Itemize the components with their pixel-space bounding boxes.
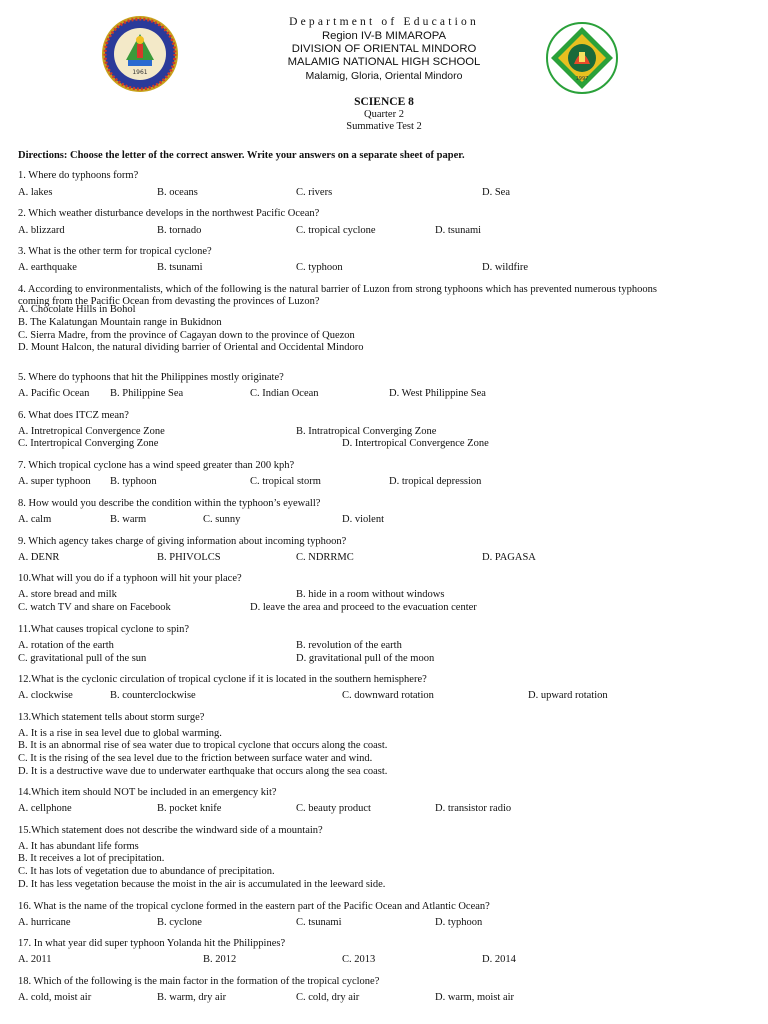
question-8-option-a: A. calm (18, 514, 52, 525)
question-8-option-b: B. warm (110, 514, 147, 525)
question-11-option-a: A. rotation of the earth (18, 640, 114, 651)
question-12-option-b: B. counterclockwise (110, 690, 196, 701)
question-5-option-d: D. West Philippine Sea (389, 388, 486, 399)
school-heading: MALAMIG NATIONAL HIGH SCHOOL (287, 56, 481, 68)
question-7-option-c: C. tropical storm (250, 476, 321, 487)
question-4-option-d: D. Mount Halcon, the natural dividing barrier of Oriental and Occidental Mindoro (18, 342, 364, 353)
question-2-option-d: D. tsunami (435, 225, 482, 236)
question-18-option-c: C. cold, dry air (296, 992, 360, 1003)
question-14-option-c: C. beauty product (296, 803, 371, 814)
question-5-option-c: C. Indian Ocean (250, 388, 319, 399)
question-4-option-b: B. The Kalatungan Mountain range in Bukidnon (18, 317, 222, 328)
question-16: 16. What is the name of the tropical cyclone formed in the eastern part of the Pacific Ocean and Atlantic Ocean? (18, 901, 490, 912)
question-18-option-b: B. warm, dry air (157, 992, 227, 1003)
question-4-cont: coming from the Pacific Ocean from devasting the provinces of Luzon? (18, 296, 320, 307)
question-4: 4. According to environmentalists, which of the following is the natural barrier of Luzon from strong typhoons which has prevented numerous typhoons (18, 284, 657, 295)
question-10-option-b: B. hide in a room without windows (296, 589, 445, 600)
question-3-option-b: B. tsunami (157, 262, 203, 273)
department-heading: Department of Education (289, 16, 479, 28)
question-15-option-c: C. It has lots of vegetation due to abundance of precipitation. (18, 866, 275, 877)
question-2: 2. Which weather disturbance develops in the northwest Pacific Ocean? (18, 208, 320, 219)
svg-text:1961: 1961 (132, 69, 148, 76)
question-9: 9. Which agency takes charge of giving information about incoming typhoon? (18, 536, 347, 547)
question-6: 6. What does ITCZ mean? (18, 410, 129, 421)
question-9-option-a: A. DENR (18, 552, 60, 563)
question-1-option-b: B. oceans (157, 187, 198, 198)
question-11: 11.What causes tropical cyclone to spin? (18, 624, 190, 635)
question-1-option-d: D. Sea (482, 187, 510, 198)
question-5-option-a: A. Pacific Ocean (18, 388, 90, 399)
question-9-option-d: D. PAGASA (482, 552, 536, 563)
question-18: 18. Which of the following is the main factor in the formation of the tropical cyclone? (18, 976, 380, 987)
question-6-option-a: A. Intretropical Convergence Zone (18, 426, 165, 437)
question-5: 5. Where do typhoons that hit the Philippines mostly originate? (18, 372, 284, 383)
question-2-option-a: A. blizzard (18, 225, 65, 236)
test-label: Summative Test 2 (346, 121, 422, 132)
question-1-option-c: C. rivers (296, 187, 333, 198)
question-14-option-a: A. cellphone (18, 803, 72, 814)
question-16-option-d: D. typhoon (435, 917, 483, 928)
quarter-label: Quarter 2 (364, 109, 404, 120)
question-9-option-b: B. PHIVOLCS (157, 552, 221, 563)
question-18-option-d: D. warm, moist air (435, 992, 515, 1003)
directions-text: Directions: Choose the letter of the correct answer. Write your answers on a separate sheet of paper. (18, 150, 465, 161)
question-14-option-b: B. pocket knife (157, 803, 222, 814)
question-11-option-d: D. gravitational pull of the moon (296, 653, 435, 664)
question-10-option-a: A. store bread and milk (18, 589, 117, 600)
question-15: 15.Which statement does not describe the windward side of a mountain? (18, 825, 323, 836)
question-16-option-a: A. hurricane (18, 917, 71, 928)
question-13-option-a: A. It is a rise in sea level due to global warming. (18, 728, 222, 739)
question-17-option-a: A. 2011 (18, 954, 52, 965)
question-3-option-a: A. earthquake (18, 262, 77, 273)
question-11-option-c: C. gravitational pull of the sun (18, 653, 147, 664)
svg-text:1997: 1997 (575, 76, 589, 82)
question-13-option-b: B. It is an abnormal rise of sea water due to tropical cyclone that occurs along the coast. (18, 740, 388, 751)
question-14: 14.Which item should NOT be included in an emergency kit? (18, 787, 277, 798)
question-2-option-b: B. tornado (157, 225, 202, 236)
question-17-option-d: D. 2014 (482, 954, 516, 965)
question-8-option-c: C. sunny (203, 514, 241, 525)
question-17-option-c: C. 2013 (342, 954, 376, 965)
question-6-option-d: D. Intertropical Convergence Zone (342, 438, 489, 449)
question-7: 7. Which tropical cyclone has a wind speed greater than 200 kph? (18, 460, 295, 471)
question-4-option-c: C. Sierra Madre, from the province of Cagayan down to the province of Quezon (18, 330, 355, 341)
question-14-option-d: D. transistor radio (435, 803, 512, 814)
question-10: 10.What will you do if a typhoon will hit your place? (18, 573, 242, 584)
question-8-option-d: D. violent (342, 514, 384, 525)
question-6-option-c: C. Intertropical Converging Zone (18, 438, 159, 449)
question-9-option-c: C. NDRRMC (296, 552, 354, 563)
question-17: 17. In what year did super typhoon Yolanda hit the Philippines? (18, 938, 286, 949)
question-16-option-b: B. cyclone (157, 917, 202, 928)
question-6-option-b: B. Intratropical Converging Zone (296, 426, 437, 437)
question-3-option-c: C. typhoon (296, 262, 343, 273)
question-15-option-a: A. It has abundant life forms (18, 841, 139, 852)
question-12: 12.What is the cyclonic circulation of tropical cyclone if it is located in the southern hemisphere? (18, 674, 427, 685)
question-13-option-c: C. It is the rising of the sea level due to the friction between surface water and wind. (18, 753, 373, 764)
question-10-option-d: D. leave the area and proceed to the evacuation center (250, 602, 477, 613)
question-7-option-a: A. super typhoon (18, 476, 91, 487)
question-12-option-c: C. downward rotation (342, 690, 434, 701)
question-1: 1. Where do typhoons form? (18, 170, 139, 181)
question-3-option-d: D. wildfire (482, 262, 529, 273)
question-5-option-b: B. Philippine Sea (110, 388, 184, 399)
region-heading: Region IV-B MIMAROPA (321, 30, 447, 42)
question-17-option-b: B. 2012 (203, 954, 237, 965)
question-13-option-d: D. It is a destructive wave due to underwater earthquake that occurs along the sea coast. (18, 766, 388, 777)
question-12-option-a: A. clockwise (18, 690, 73, 701)
question-11-option-b: B. revolution of the earth (296, 640, 402, 651)
subject-title: SCIENCE 8 (354, 96, 414, 108)
question-7-option-d: D. tropical depression (389, 476, 482, 487)
question-12-option-d: D. upward rotation (528, 690, 608, 701)
question-3: 3. What is the other term for tropical cyclone? (18, 246, 212, 257)
question-18-option-a: A. cold, moist air (18, 992, 92, 1003)
question-13: 13.Which statement tells about storm surge? (18, 712, 205, 723)
school-address: Malamig, Gloria, Oriental Mindoro (305, 70, 463, 82)
question-10-option-c: C. watch TV and share on Facebook (18, 602, 171, 613)
question-1-option-a: A. lakes (18, 187, 53, 198)
question-8: 8. How would you describe the condition within the typhoon’s eyewall? (18, 498, 321, 509)
question-15-option-b: B. It receives a lot of precipitation. (18, 853, 165, 864)
question-7-option-b: B. typhoon (110, 476, 157, 487)
question-15-option-d: D. It has less vegetation because the moist in the air is accumulated in the leeward side. (18, 879, 386, 890)
question-2-option-c: C. tropical cyclone (296, 225, 376, 236)
question-4-option-a: A. Chocolate Hills in Bohol (18, 304, 136, 315)
division-heading: DIVISION OF ORIENTAL MINDORO (291, 43, 477, 55)
question-16-option-c: C. tsunami (296, 917, 342, 928)
